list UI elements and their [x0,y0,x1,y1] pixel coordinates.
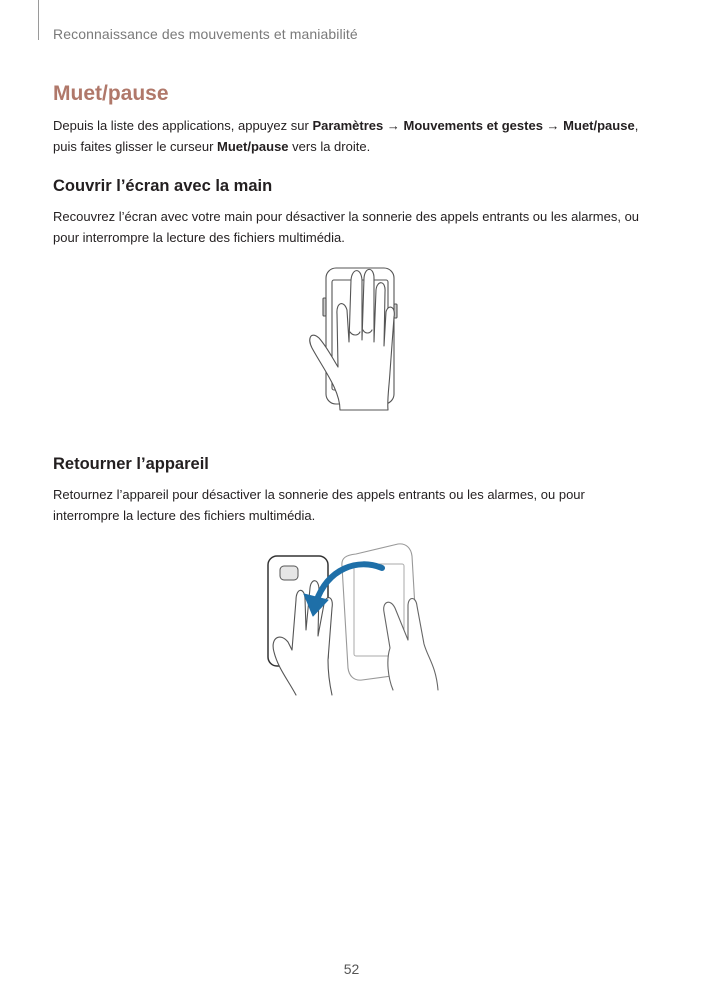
running-header: Reconnaissance des mouvements et maniabilité [53,26,358,42]
header-rule [38,0,39,40]
menu-path-motions: Mouvements et gestes [403,118,543,133]
subheading-flip: Retourner l’appareil [53,455,209,473]
hand-covering-phone-icon [300,262,410,412]
switch-name: Muet/pause [217,139,289,154]
cover-paragraph: Recouvrez l’écran avec votre main pour désactiver la sonnerie des appels entrants ou les alarmes, ou pour interrompre la lecture des fichiers multimédia. [53,209,640,245]
flip-paragraph: Retournez l’appareil pour désactiver la sonnerie des appels entrants ou les alarmes, ou pour interrompre la lecture des fichiers multimédia. [53,487,585,523]
menu-path-settings: Paramètres [312,118,384,133]
page-title: Muet/pause [53,82,169,105]
menu-path-mute: Muet/pause [563,118,635,133]
intro-paragraph: Depuis la liste des applications, appuyez sur Paramètres → Mouvements et gestes → Muet/pause, puis faites glisser le curseur Muet/pause vers la droite. [53,118,639,154]
subheading-cover: Couvrir l’écran avec la main [53,177,273,195]
hand-flipping-phone-icon [258,540,448,700]
page-number: 52 [343,961,360,977]
